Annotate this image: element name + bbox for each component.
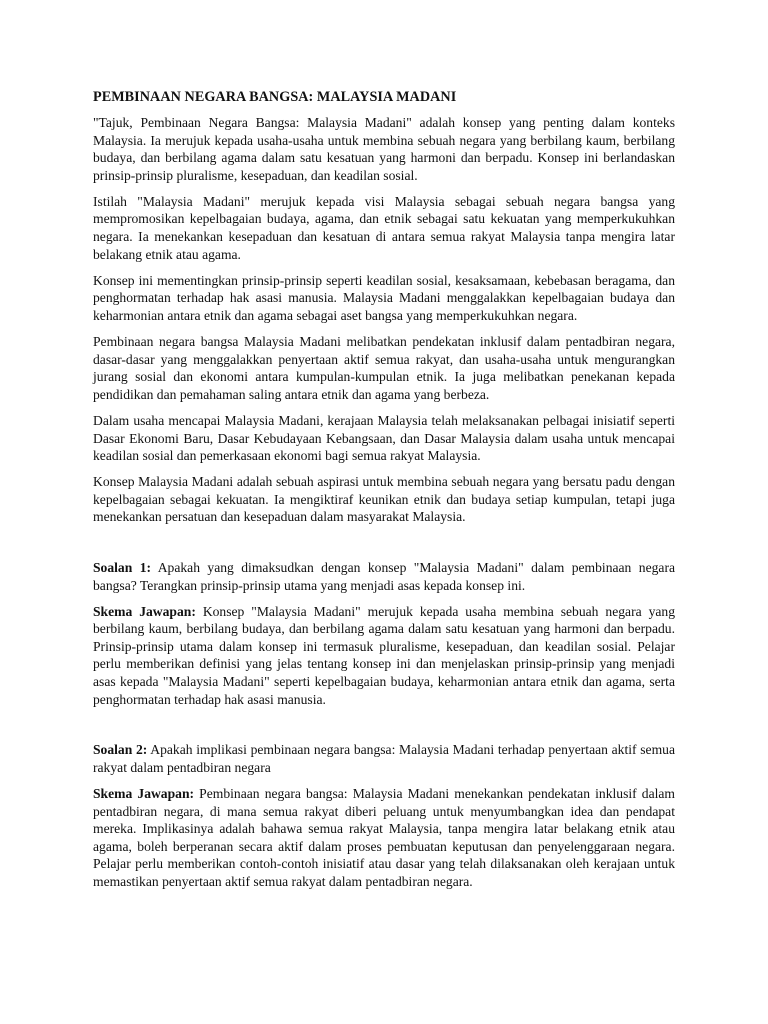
question-1: [93, 559, 675, 594]
intro-paragraph-6: Konsep Malaysia Madani adalah sebuah aspirasi untuk membina sebuah negara yang bersatu padu dengan kepelbagaian sebagai kekuatan. Ia mengiktiraf keunikan etnik dan budaya setiap kumpulan, tetapi juga menekankan persatuan dan kesepaduan dalam masyarakat Malaysia.: [93, 474, 675, 525]
question-1-text: Apakah yang dimaksudkan dengan konsep "Malaysia Madani" dalam pembinaan negara bangsa? Terangkan prinsip-prinsip utama yang menjadi asas kepada konsep ini.: [93, 559, 676, 593]
intro-paragraph-3: Konsep ini mementingkan prinsip-prinsip seperti keadilan sosial, kesaksamaan, kebebasan beragama, dan penghormatan terhadap hak asasi manusia. Malaysia Madani menggalakkan kepelbagaian budaya dan keharmonian antara etnik dan agama sebagai aset bangsa yang memperkukuhkan negara.: [93, 272, 675, 323]
answer-2-label: Skema Jawapan:: [93, 785, 195, 801]
intro-paragraph-4: Pembinaan negara bangsa Malaysia Madani melibatkan pendekatan inklusif dalam pentadbiran negara, dasar-dasar yang menggalakkan penyertaan aktif semua rakyat, dan usaha-usaha untuk mengurangkan jurang sosial dan ekonomi antara kumpulan-kumpulan etnik. Ia juga melibatkan penekanan kepada pendidikan dan pemahaman saling antara etnik dan agama yang berbeza.: [93, 334, 675, 402]
question-block-1: [93, 559, 675, 708]
answer-2: [93, 785, 675, 891]
question-block-2: [93, 741, 675, 890]
intro-paragraph-2: Istilah "Malaysia Madani" merujuk kepada visi Malaysia sebagai sebuah negara bangsa yang mempromosikan kepelbagaian budaya, agama, dan etnik sebagai satu kekuatan yang memperkukuhkan negara. Ia menekankan kesepaduan dan kesatuan di antara semua rakyat Malaysia tanpa mengira latar belakang etnik atau agama.: [93, 193, 675, 262]
document-title: PEMBINAAN NEGARA BANGSA: MALAYSIA MADANI: [93, 89, 457, 105]
answer-1-label: Skema Jawapan:: [93, 603, 196, 619]
intro-paragraph-5: Dalam usaha mencapai Malaysia Madani, kerajaan Malaysia telah melaksanakan pelbagai inisiatif seperti Dasar Ekonomi Baru, Dasar Kebudayaan Kebangsaan, dan Dasar Malaysia dalam usaha untuk mencapai keadilan sosial dan pemerkasaan ekonomi bagi semua rakyat Malaysia.: [93, 412, 675, 464]
question-2: [93, 741, 675, 776]
answer-1-text: Konsep "Malaysia Madani" merujuk kepada usaha membina sebuah negara yang berbilang kaum, berbilang budaya, dan berbilang agama dalam satu kesatuan yang harmoni dan berpadu. Prinsip-prinsip utama dalam konsep ini termasuk pluralisme, kesepaduan, dan keadilan sosial. Pelajar perlu memberikan definisi yang jelas tentang konsep ini dan menjelaskan prinsip-prinsip yang menjadi asas kepada "Malaysia Madani" seperti kepelbagaian budaya, keharmonian antara etnik dan agama, serta penghormatan terhadap hak asasi manusia.: [93, 603, 675, 707]
document-page: [93, 88, 675, 899]
question-2-label: Soalan 2:: [93, 742, 148, 758]
answer-2-text: Pembinaan negara bangsa: Malaysia Madani menekankan pendekatan inklusif dalam pentadbiran negara, di mana semua rakyat diberi peluang untuk menyumbangkan idea dan pendapat mereka. Implikasinya adalah bahawa semua rakyat Malaysia, tanpa mengira latar belakang etnik atau agama, boleh berperanan secara aktif dalam proses pembuatan keputusan dan penyelenggaraan negara. Pelajar perlu memberikan contoh-contoh inisiatif atau dasar yang telah dilaksanakan oleh kerajaan untuk memastikan penyertaan aktif semua rakyat dalam pentadbiran negara.: [93, 785, 676, 889]
answer-1: [93, 603, 675, 709]
intro-paragraph-1: "Tajuk, Pembinaan Negara Bangsa: Malaysia Madani" adalah konsep yang penting dalam konteks Malaysia. Ia merujuk kepada usaha-usaha untuk membina sebuah negara yang berbilang kaum, berbilang budaya, dan berbilang agama dalam satu kesatuan yang harmoni dan berpadu. Konsep ini berlandaskan prinsip-prinsip pluralisme, kesepaduan, dan keadilan sosial.: [93, 115, 675, 183]
question-1-label: Soalan 1:: [93, 559, 152, 575]
question-2-text: Apakah implikasi pembinaan negara bangsa: Malaysia Madani terhadap penyertaan aktif semua rakyat dalam pentadbiran negara: [93, 742, 675, 775]
